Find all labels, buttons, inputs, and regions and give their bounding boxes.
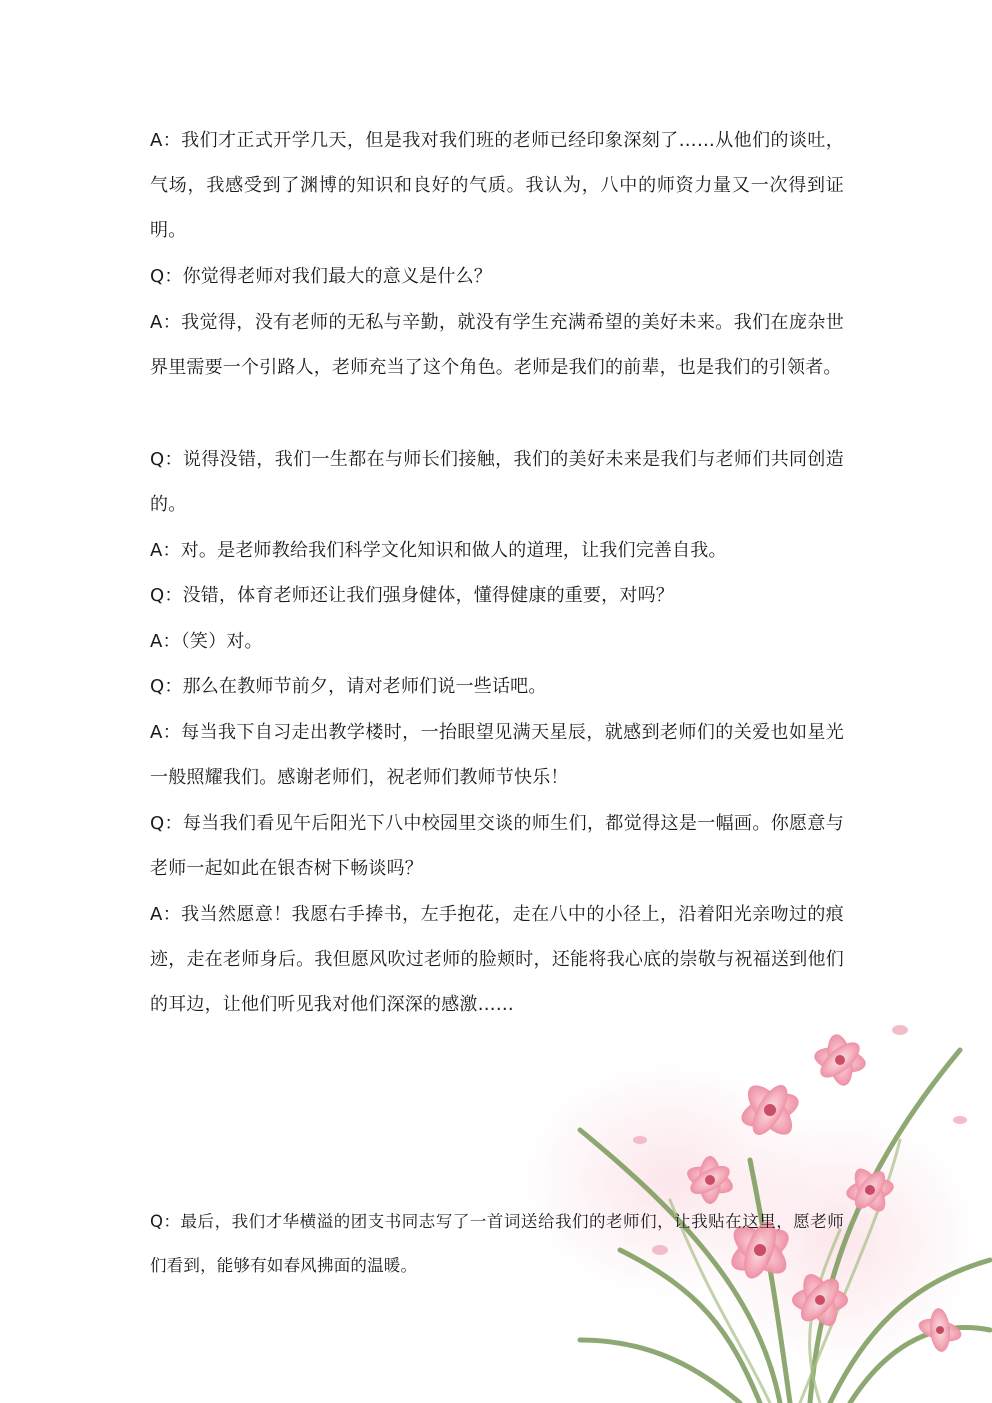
answer-paragraph-2: A：我觉得，没有老师的无私与辛勤，就没有学生充满希望的美好未来。我们在庞杂世界里需要一个引路人，老师充当了这个角色。老师是我们的前辈，也是我们的引领者。 — [150, 312, 844, 378]
question-paragraph-3: Q：没错，体育老师还让我们强身健体，懂得健康的重要，对吗？ — [150, 585, 674, 606]
answer-paragraph-4: A：（笑）对。 — [150, 631, 263, 652]
answer-paragraph-3: A：对。是老师教给我们科学文化知识和做人的道理，让我们完善自我。 — [150, 540, 727, 561]
question-paragraph-5: Q：每当我们看见午后阳光下八中校园里交谈的师生们，都觉得这是一幅画。你愿意与老师一起如此在银杏树下畅谈吗？ — [150, 813, 844, 879]
answer-paragraph-1: A：我们才正式开学几天，但是我对我们班的老师已经印象深刻了……从他们的谈吐，气场，我感受到了渊博的知识和良好的气质。我认为，八中的师资力量又一次得到证明。 — [150, 130, 844, 241]
answer-paragraph-6: A：我当然愿意！我愿右手捧书，左手抱花，走在八中的小径上，沿着阳光亲吻过的痕迹，走在老师身后。我但愿风吹过老师的脸颊时，还能将我心底的崇敬与祝福送到他们的耳边，让他们听见我对他们深深的感激…… — [150, 904, 844, 1015]
question-paragraph-1: Q：你觉得老师对我们最大的意义是什么？ — [150, 266, 492, 287]
question-paragraph-4: Q：那么在教师节前夕，请对老师们说一些话吧。 — [150, 676, 547, 697]
closing-question-paragraph: Q：最后，我们才华横溢的团支书同志写了一首词送给我们的老师们，让我贴在这里，愿老师们看到，能够有如春风拂面的温暖。 — [150, 1212, 844, 1275]
answer-paragraph-5: A：每当我下自习走出教学楼时，一抬眼望见满天星辰，就感到老师们的关爱也如星光一般照耀我们。感谢老师们，祝老师们教师节快乐！ — [150, 722, 844, 788]
question-paragraph-2: Q：说得没错，我们一生都在与师长们接触，我们的美好未来是我们与老师们共同创造的。 — [150, 449, 844, 515]
